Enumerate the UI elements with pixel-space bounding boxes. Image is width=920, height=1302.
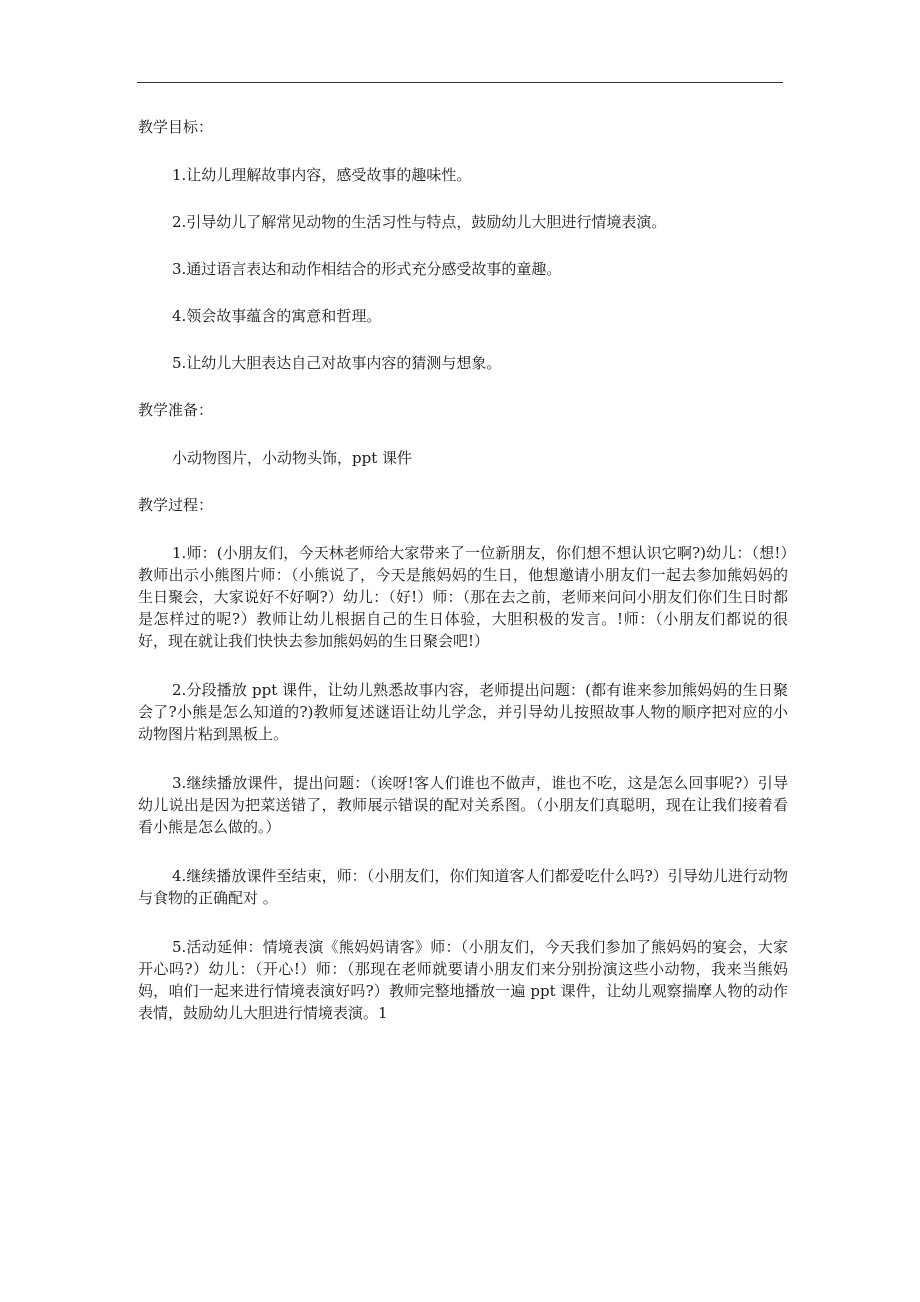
preparation-heading: 教学准备： <box>138 401 214 419</box>
objectives-heading: 教学目标： <box>138 118 214 136</box>
process-step: 4.继续播放课件至结束，师：（小朋友们，你们知道客人们都爱吃什么吗?）引导幼儿进行动物与食物的正确配对 。 <box>138 867 788 907</box>
header-rule <box>137 82 783 83</box>
process-step: 2.分段播放 ppt 课件，让幼儿熟悉故事内容，老师提出问题：(都有谁来参加熊妈妈的生日聚会了?小熊是怎么知道的?)教师复述谜语让幼儿学念，并引导幼儿按照故事人物的顺序把对应的小动物图片粘到黑板上。 <box>138 681 788 743</box>
objective-item: 5.让幼儿大胆表达自己对故事内容的猜测与想象。 <box>172 354 502 372</box>
objective-item: 3.通过语言表达和动作相结合的形式充分感受故事的童趣。 <box>172 260 562 278</box>
preparation-text: 小动物图片，小动物头饰，ppt 课件 <box>172 449 413 467</box>
document-body <box>138 116 788 1051</box>
process-heading: 教学过程： <box>138 496 214 514</box>
objective-item: 1.让幼儿理解故事内容，感受故事的趣味性。 <box>172 166 472 184</box>
objective-item: 4.领会故事蕴含的寓意和哲理。 <box>172 307 382 325</box>
process-step: 5.活动延伸：情境表演《熊妈妈请客》师：（小朋友们，今天我们参加了熊妈妈的宴会，大家开心吗?）幼儿：（开心!）师：（那现在老师就要请小朋友们来分别扮演这些小动物，我来当熊妈妈，咱们一起来进行情境表演好吗?）教师完整地播放一遍 ppt 课件，让幼儿观察揣摩人物的动作表情，鼓励幼儿大胆进行情境表演。1 <box>138 938 788 1022</box>
process-step: 1.师：(小朋友们，今天林老师给大家带来了一位新朋友，你们想不想认识它啊?)幼儿：（想!）教师出示小熊图片师：（小熊说了，今天是熊妈妈的生日，他想邀请小朋友们一起去参加熊妈妈的生日聚会，大家说好不好啊?）幼儿：（好!）师：（那在去之前，老师来问问小朋友们你们生日时都是怎样过的呢?）教师让幼儿根据自己的生日体验，大胆积极的发言。!师：（小朋友们都说的很好，现在就让我们快快去参加熊妈妈的生日聚会吧!） <box>138 544 788 650</box>
process-step: 3.继续播放课件，提出问题：（诶呀!客人们谁也不做声，谁也不吃，这是怎么回事呢?）引导幼儿说出是因为把菜送错了，教师展示错误的配对关系图。（小朋友们真聪明，现在让我们接着看看小熊是怎么做的。） <box>138 774 788 836</box>
objective-item: 2.引导幼儿了解常见动物的生活习性与特点，鼓励幼儿大胆进行情境表演。 <box>172 213 667 231</box>
